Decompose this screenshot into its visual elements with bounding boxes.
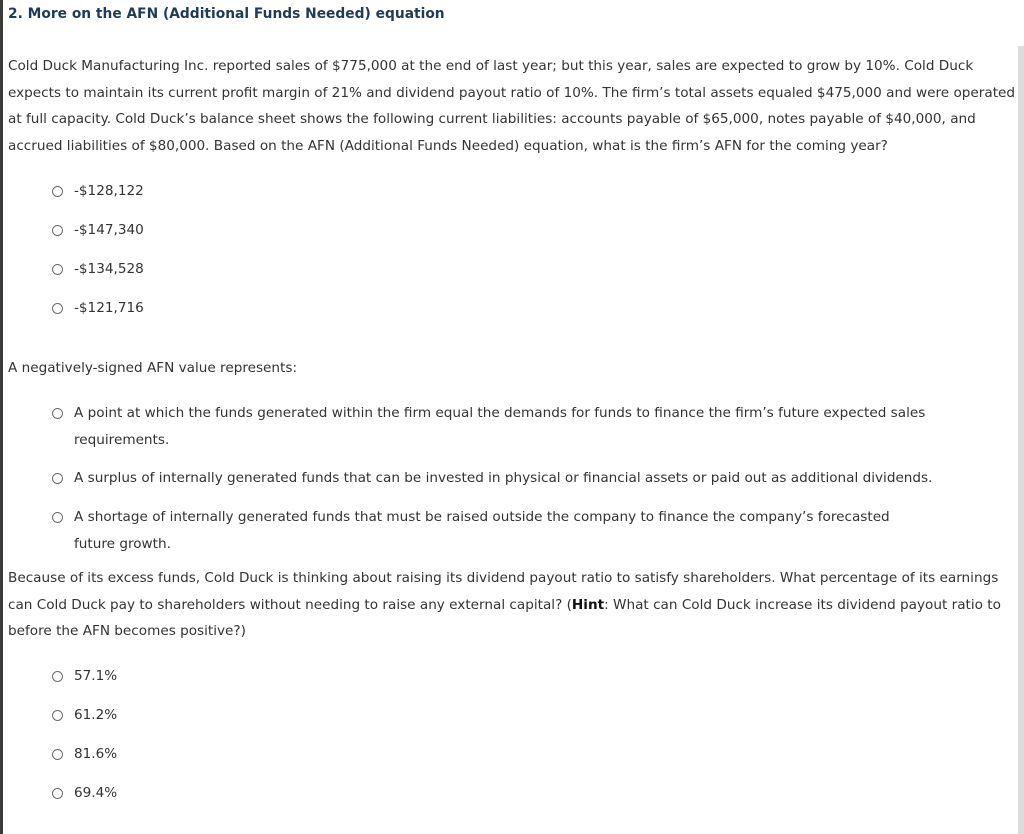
radio-button[interactable] <box>52 512 63 523</box>
radio-button[interactable] <box>52 264 63 275</box>
radio-button[interactable] <box>52 710 63 721</box>
negative-option-2[interactable] <box>52 471 934 492</box>
option-label: 61.2% <box>74 707 118 723</box>
option-label: -$121,716 <box>74 300 144 316</box>
option-label: 69.4% <box>74 785 118 801</box>
hint-label: Hint <box>571 596 605 613</box>
afn-option-2[interactable] <box>52 223 144 244</box>
left-border <box>0 0 3 834</box>
option-label: -$147,340 <box>74 222 144 238</box>
radio-button[interactable] <box>52 473 63 484</box>
radio-button[interactable] <box>52 186 63 197</box>
dividend-option-3[interactable] <box>52 747 117 768</box>
afn-option-3[interactable] <box>52 262 144 283</box>
option-label: 57.1% <box>74 668 118 684</box>
option-label: -$134,528 <box>74 261 144 277</box>
negative-afn-prompt: A negatively-signed AFN value represents: <box>8 360 298 376</box>
question-title: 2. More on the AFN (Additional Funds Needed) equation <box>8 6 445 22</box>
option-label: A shortage of internally generated funds that must be raised outside the company to finance the company’s forecasted future growth. <box>74 509 890 552</box>
scrollbar[interactable] <box>1018 46 1024 834</box>
negative-option-1[interactable] <box>52 406 934 454</box>
radio-button[interactable] <box>52 671 63 682</box>
afn-option-4[interactable] <box>52 301 144 322</box>
radio-button[interactable] <box>52 408 63 419</box>
radio-button[interactable] <box>52 303 63 314</box>
dividend-prompt-before: Because of its excess funds, Cold Duck is thinking about raising its dividend payout ratio to satisfy shareholders. What percentage of its earnings can Cold Duck pay to shareholders without needing to raise any external capital? ( <box>8 570 999 613</box>
dividend-option-2[interactable] <box>52 708 117 729</box>
option-label: A point at which the funds generated within the firm equal the demands for funds to finance the firm’s future expected sales requirements. <box>74 405 926 448</box>
dividend-prompt-after: : What can Cold Duck increase its dividend payout ratio to before the AFN becomes positive?) <box>8 596 1001 639</box>
option-label: A surplus of internally generated funds that can be invested in physical or financial assets or paid out as additional dividends. <box>74 470 933 486</box>
option-label: 81.6% <box>74 746 118 762</box>
dividend-option-4[interactable] <box>52 786 117 807</box>
option-label: -$128,122 <box>74 183 144 199</box>
dividend-prompt <box>8 565 1020 645</box>
negative-option-3[interactable] <box>52 510 934 558</box>
dividend-option-1[interactable] <box>52 669 117 690</box>
radio-button[interactable] <box>52 788 63 799</box>
question-intro: Cold Duck Manufacturing Inc. reported sales of $775,000 at the end of last year; but this year, sales are expected to grow by 10%. Cold Duck expects to maintain its current profit margin of 21% and dividend payout ratio of 10%. The firm’s total assets equaled $475,000 and were operated at full capacity. Cold Duck’s balance sheet shows the following current liabilities: accounts payable of $65,000, notes payable of $40,000, and accrued liabilities of $80,000. Based on the AFN (Additional Funds Needed) equation, what is the firm’s AFN for the coming year? <box>8 58 1016 154</box>
afn-option-1[interactable] <box>52 184 144 205</box>
radio-button[interactable] <box>52 749 63 760</box>
radio-button[interactable] <box>52 225 63 236</box>
